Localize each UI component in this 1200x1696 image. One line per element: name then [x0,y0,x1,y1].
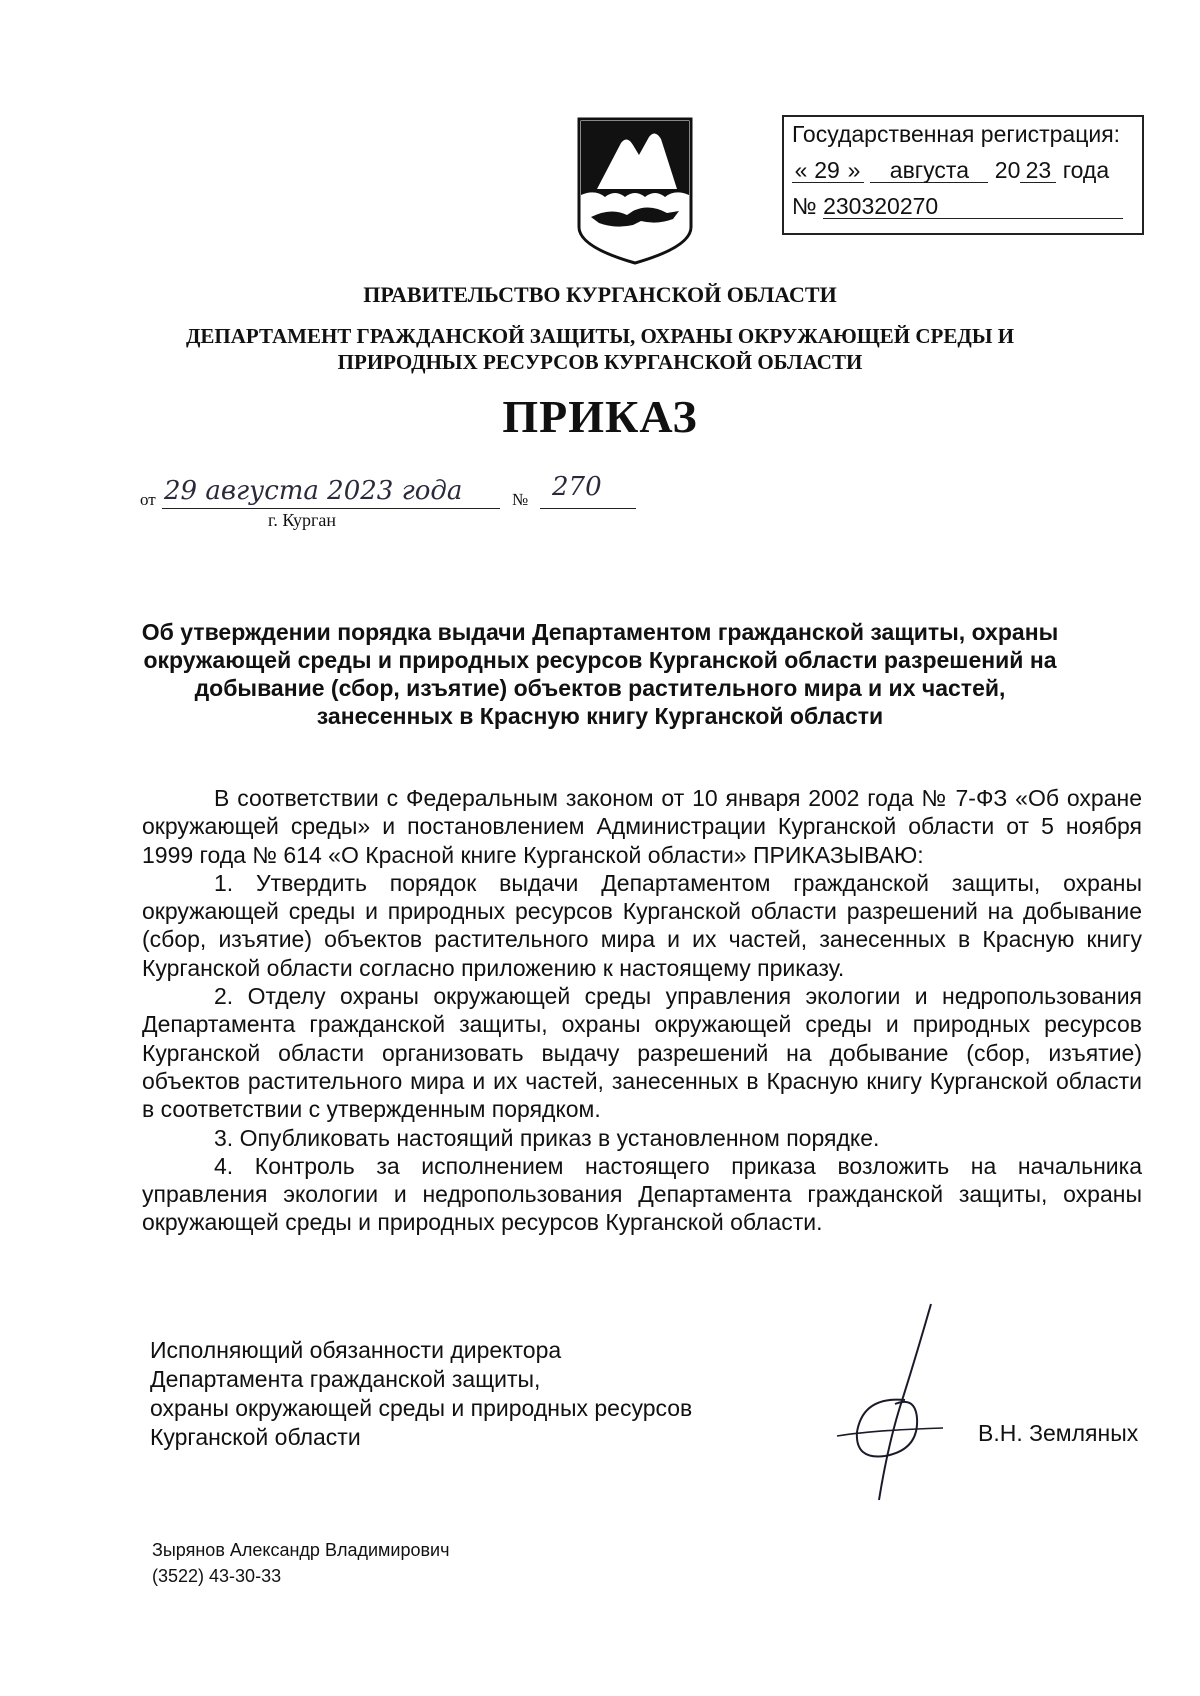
from-label: от [140,490,156,509]
registration-date [792,157,1109,184]
executor-phone: (3522) 43-30-33 [152,1566,282,1586]
subject-line1: Об утверждении порядка выдачи Департаментом гражданской защиты, охраны [141,619,1059,645]
subject-line2: окружающей среды и природных ресурсов Курганской области разрешений на [143,647,1057,673]
number-label: № [512,490,529,509]
registration-title: Государственная регистрация: [792,121,1121,147]
department-title-line1: ДЕПАРТАМЕНТ ГРАЖДАНСКОЙ ЗАЩИТЫ, ОХРАНЫ ОКРУЖАЮЩЕЙ СРЕДЫ И [185,324,1015,348]
subject-line3: добывание (сбор, изъятие) объектов растительного мира и их частей, [194,675,1006,701]
order-number-handwritten: 270 [552,472,602,502]
registration-number: 230320270 [823,194,1123,219]
signer-position-line4: Курганской области [150,1424,361,1450]
city: г. Курган [268,510,337,530]
department-title-line2: ПРИРОДНЫХ РЕСУРСОВ КУРГАНСКОЙ ОБЛАСТИ [337,350,863,374]
registration-open-quote: « [792,158,810,183]
date-underline [162,508,500,509]
registration-year-suffix: 23 [1020,158,1056,183]
registration-year-word: года [1062,157,1110,183]
item-3-paragraph: 3. Опубликовать настоящий приказ в установленном порядке. [214,1124,880,1151]
signer-name: В.Н. Земляных [978,1420,1139,1446]
order-subject [0,618,1200,730]
order-date-line [140,472,660,536]
preamble-paragraph: В соответствии с Федеральным законом от 10 января 2002 года № 7-ФЗ «Об охране окружающей среды» и постановлением Администрации Курганской области от 5 ноября 1999 года № 614 «О Красной книге Курганской области» ПРИКАЗЫВАЮ: [142,785,1142,868]
registration-day: 29 [810,158,844,183]
handwritten-signature [835,1300,955,1505]
signer-position-line3: охраны окружающей среды и природных ресурсов [150,1395,693,1421]
executor-info [152,1537,449,1589]
item-4-paragraph: 4. Контроль за исполнением настоящего приказа возложить на начальника управления экологии и недропользования Департамента гражданской защиты, охраны окружающей среды и природных ресурсов Курганской области. [142,1152,1142,1236]
item-2-paragraph: 2. Отделу охраны окружающей среды управления экологии и недропользования Департамента гражданской защиты, охраны окружающей среды и природных ресурсов Курганской области организовать выдачу разрешений на добывание (сбор, изъятие) объектов растительного мира и их частей, занесенных в Красную книгу Курганской области в соответствии с утвержденным порядком. [142,983,1142,1123]
executor-name: Зырянов Александр Владимирович [152,1540,450,1560]
signer-position-line1: Исполняющий обязанности директора [150,1337,562,1363]
registration-close-quote: » [844,158,864,183]
order-date-handwritten: 29 августа 2023 года [164,476,463,506]
subject-line4: занесенных в Красную книгу Курганской области [316,703,884,729]
registration-number-line [792,193,1123,220]
coat-of-arms-emblem [575,115,695,265]
order-body [142,784,1142,1237]
registration-stamp [782,115,1144,235]
document-type: ПРИКАЗ [502,391,698,442]
department-title [0,323,1200,375]
signer-position-line2: Департамента гражданской защиты, [150,1366,541,1392]
signer-position [150,1336,692,1452]
government-title: ПРАВИТЕЛЬСТВО КУРГАНСКОЙ ОБЛАСТИ [363,282,837,307]
registration-number-sign: № [792,193,817,219]
registration-month: августа [870,158,988,183]
item-1-paragraph: 1. Утвердить порядок выдачи Департаментом гражданской защиты, охраны окружающей среды и природных ресурсов Курганской области разрешений на добывание (сбор, изъятие) объектов растительного мира и их частей, занесенных в Красную книгу Курганской области согласно приложению к настоящему приказу. [142,869,1142,981]
number-underline [540,508,636,509]
registration-year-prefix: 20 [994,157,1021,183]
